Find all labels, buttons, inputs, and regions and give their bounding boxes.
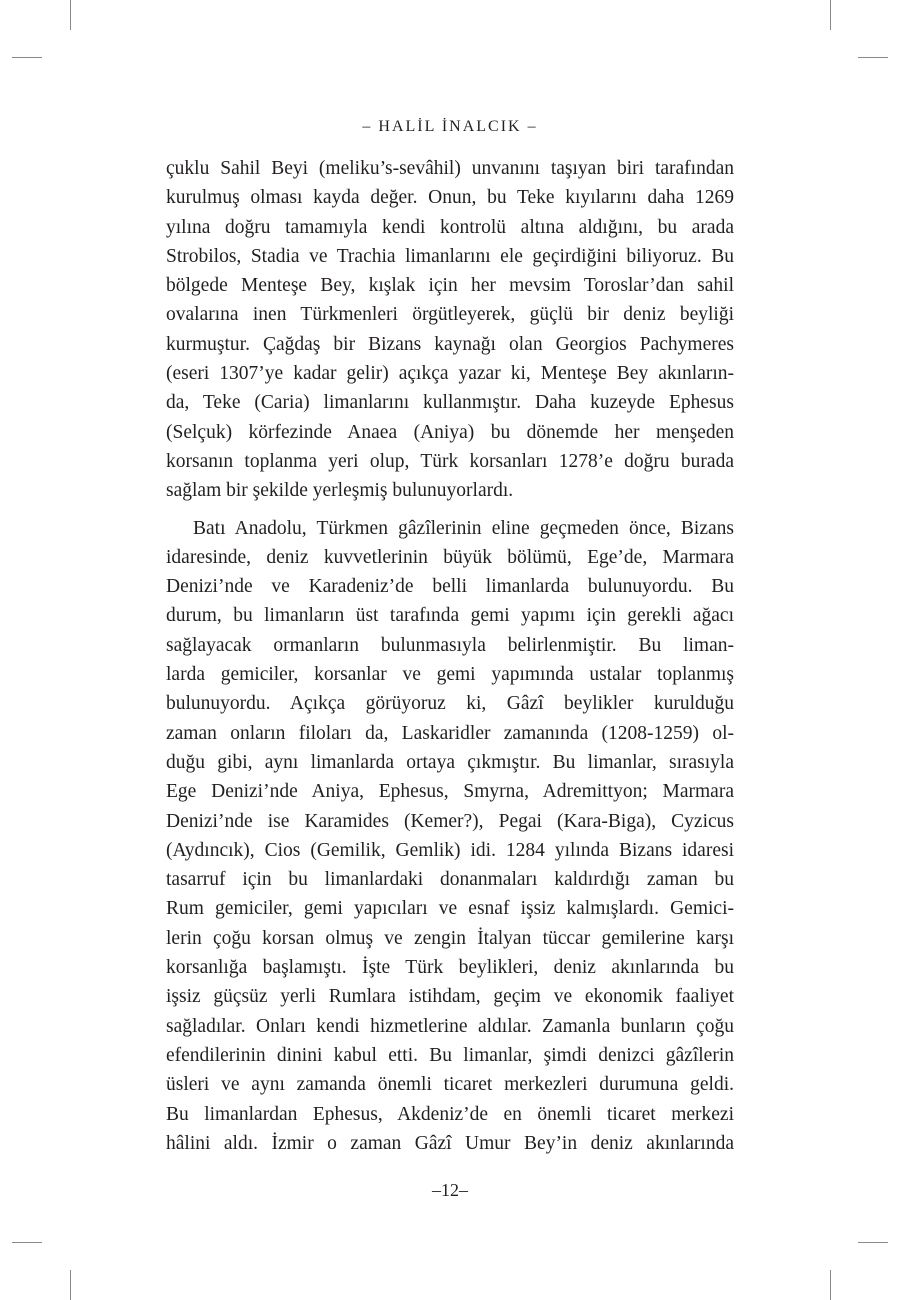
text-line: Batı Anadolu, Türkmen gâzîlerinin eline geçmeden önce, Bizans [193,517,734,539]
paragraph-1 [166,154,734,506]
text-line: ovalarına inen Türkmenleri örgütleyerek, güçlü bir deniz beyliği [166,304,734,326]
paragraph-2 [166,514,734,1159]
text-line: (eseri 1307’ye kadar gelir) açıkça yazar ki, Menteşe Bey akınların- [166,363,734,385]
text-line: bölgede Menteşe Bey, kışlak için her mevsim Toroslar’dan sahil [166,275,734,297]
text-line: çuklu Sahil Beyi (meliku’s-sevâhil) unvanını taşıyan biri tarafından [166,158,734,179]
running-head: – HALİL İNALCIK – [362,118,538,135]
text-line: Strobilos, Stadia ve Trachia limanlarını ele geçirdiğini biliyoruz. Bu [166,245,734,267]
text-line: sağlayacak ormanların bulunmasıyla belirlenmiştir. Bu liman- [166,634,734,656]
text-line: yılına doğru tamamıyla kendi kontrolü altına aldığını, bu arada [166,216,734,238]
text-line: (Selçuk) körfezinde Anaea (Aniya) bu dönemde her menşeden [166,421,734,443]
text-line: sağlam bir şekilde yerleşmiş bulunuyorlardı. [166,480,514,502]
crop-mark-right-top [858,57,888,58]
text-line: Denizi’nde ise Karamides (Kemer?), Pegai (Kara-Biga), Cyzicus [166,810,734,832]
text-line: durum, bu limanların üst tarafında gemi yapımı için gerekli ağacı [166,605,734,627]
text-line: üsleri ve aynı zamanda önemli ticaret merkezleri durumuna geldi. [166,1074,734,1096]
text-line: da, Teke (Caria) limanlarını kullanmıştır. Daha kuzeyde Ephesus [166,392,734,414]
body-text [166,154,734,1166]
text-line: zaman onların filoları da, Laskaridler zamanında (1208-1259) ol- [166,722,734,744]
crop-mark-top-left [70,0,71,30]
text-line: Denizi’nde ve Karadeniz’de belli limanlarda bulunuyordu. Bu [166,576,734,598]
crop-mark-bottom-right [830,1270,831,1300]
text-line: Ege Denizi’nde Aniya, Ephesus, Smyrna, Adremittyon; Marmara [166,781,734,803]
crop-mark-left-bottom [12,1242,42,1243]
crop-mark-top-right [830,0,831,30]
text-line: Bu limanlardan Ephesus, Akdeniz’de en önemli ticaret merkezi [166,1103,734,1125]
text-line: sağladılar. Onları kendi hizmetlerine aldılar. Zamanla bunların çoğu [166,1015,734,1037]
crop-mark-right-bottom [858,1242,888,1243]
text-line: duğu gibi, aynı limanlarda ortaya çıkmıştır. Bu limanlar, sırasıyla [166,751,734,773]
text-line: idaresinde, deniz kuvvetlerinin büyük bölümü, Ege’de, Marmara [166,546,734,568]
text-line: lerin çoğu korsan olmuş ve zengin İtalyan tüccar gemilerine karşı [166,927,734,949]
text-line: Rum gemiciler, gemi yapıcıları ve esnaf işsiz kalmışlardı. Gemici- [166,898,734,920]
crop-mark-left-top [12,57,42,58]
text-line: işsiz güçsüz yerli Rumlara istihdam, geçim ve ekonomik faaliyet [166,986,734,1008]
text-line: kurmuştur. Çağdaş bir Bizans kaynağı olan Georgios Pachymeres [166,333,734,355]
page-number: –12– [432,1180,468,1200]
text-line: tasarruf için bu limanlardaki donanmaları kaldırdığı zaman bu [166,869,734,891]
text-line: korsanlığa başlamıştı. İşte Türk beylikleri, deniz akınlarında bu [166,957,734,979]
text-line: kurulmuş olması kayda değer. Onun, bu Teke kıyılarını daha 1269 [166,187,734,209]
text-line: bulunuyordu. Açıkça görüyoruz ki, Gâzî beylikler kurulduğu [166,693,734,715]
text-line: larda gemiciler, korsanlar ve gemi yapımında ustalar toplanmış [166,664,734,686]
text-line: (Aydıncık), Cios (Gemilik, Gemlik) idi. 1284 yılında Bizans idaresi [166,839,734,861]
crop-mark-bottom-left [70,1270,71,1300]
text-line: efendilerinin dinini kabul etti. Bu limanlar, şimdi denizci gâzîlerin [166,1044,734,1066]
text-line: hâlini aldı. İzmir o zaman Gâzî Umur Bey’in deniz akınlarında [166,1132,734,1154]
text-line: korsanın toplanma yeri olup, Türk korsanları 1278’e doğru burada [166,450,734,472]
